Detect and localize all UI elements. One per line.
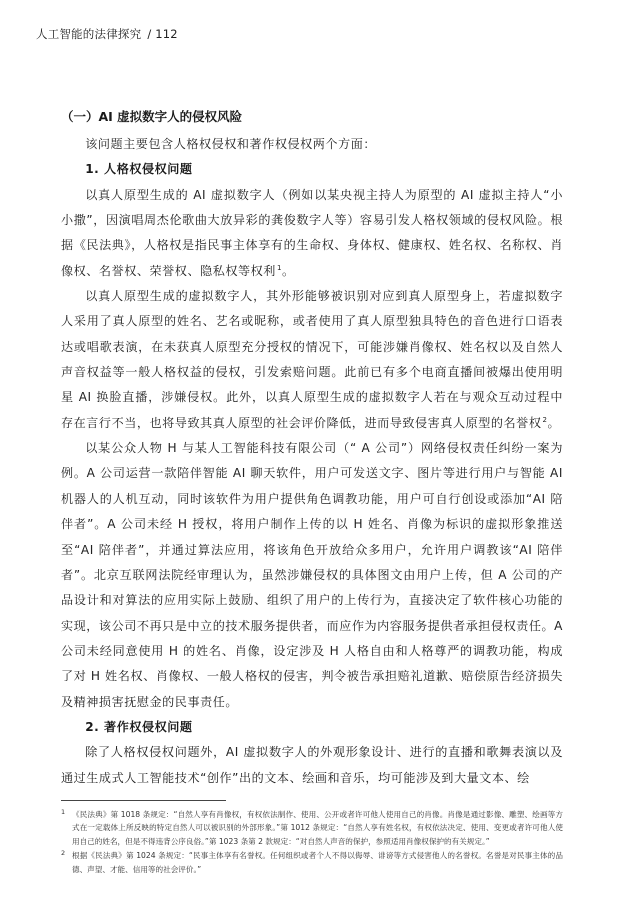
- paragraph: 以真人原型生成的 AI 虚拟数字人（例如以某央视主持人为原型的 AI 虚拟主持人“小小撒”，因演唱周杰伦歌曲大放异彩的龚俊数字人等）容易引发人格权领域的侵权风险。根据《民法典》，人格权是指民事主体享有的生命权、身体权、健康权、姓名权、名称权、肖像权、名誉权、荣誉权、隐私权等权利$^1$。: [61, 187, 563, 278]
- footnote-number: 2: [61, 849, 66, 858]
- subsection-heading-personality: 1. 人格权侵权问题: [85, 162, 193, 177]
- footnote-text: 根据《民法典》第 1024 条规定：“民事主体享有名誉权。任何组织或者个人不得以侮辱、诽谤等方式侵害他人的名誉权。名誉是对民事主体的品德、声望、才能、信用等的社会评价。”: [72, 851, 563, 874]
- footnote-ref: 2: [542, 415, 548, 424]
- book-title: 人工智能的法律探究: [36, 27, 142, 41]
- running-header: [36, 26, 178, 42]
- section-intro: 该问题主要包含人格权侵权和著作权侵权两个方面：: [85, 137, 376, 151]
- footnote: [61, 849, 563, 876]
- footnote-number: 1: [61, 808, 66, 816]
- footnote-text: 《民法典》第 1018 条规定：“自然人享有肖像权，有权依法制作、使用、公开或者许可他人使用自己的肖像。肖像是通过影像、雕塑、绘画等方式在一定载体上所反映的特定自然人可以被识别的外部形象。”第 1012 条规定：“自然人享有姓名权，有权依法决定、使用、变更或者许可他人使用自己的姓名，但是不得违背公序良俗。”第 1023 条第 2 款规定：“对自然人声音的保护，参照适用肖像权保护的有关规定。”: [72, 810, 563, 846]
- subsection-heading-copyright: 2. 著作权侵权问题: [85, 719, 193, 734]
- footnotes: [61, 808, 563, 877]
- paragraph: 除了人格权侵权问题外，AI 虚拟数字人的外观形象设计、进行的直播和歌舞表演以及通过生成式人工智能技术“创作”出的文本、绘画和音乐，均可能涉及到大量文本、绘: [61, 745, 563, 785]
- footnote-divider: [61, 800, 226, 801]
- paragraph: 以真人原型生成的虚拟数字人，其外形能够被识别对应到真人原型身上，若虚拟数字人采用了真人原型的姓名、艺名或昵称，或者使用了真人原型独具特色的音色进行口语表达或唱歌表演，在未获真人原型充分授权的情况下，可能涉嫌肖像权、姓名权以及自然人声音权益等一般人格权益的侵权，引发索赔问题。此前已有多个电商直播间被爆出使用明星 AI 换脸直播，涉嫌侵权。此外，以真人原型生成的虚拟数字人若在与观众互动过程中存在言行不当，也将导致其真人原型的社会评价降低，进而导致侵害真人原型的名誉权$^2$。: [61, 289, 563, 430]
- body-text: [61, 132, 563, 791]
- section-title: （一）AI 虚拟数字人的侵权风险: [61, 109, 243, 124]
- paragraph: 以某公众人物 H 与某人工智能科技有限公司（“ A 公司”）网络侵权责任纠纷一案为例。A 公司运营一款陪伴智能 AI 聊天软件，用户可发送文字、图片等进行用户与智能 AI 机器人的人机互动，同时该软件为用户提供角色调教功能，用户可自行创设或添加“AI 陪伴者”。A 公司未经 H 授权，将用户制作上传的以 H 姓名、肖像为标识的虚拟形象推送至“AI 陪伴者”，并通过算法应用，将该角色开放给众多用户，允许用户调教该“AI 陪伴者”。北京互联网法院经审理认为，虽然涉嫌侵权的具体图文由用户上传，但 A 公司的产品设计和对算法的应用实际上鼓励、组织了用户的上传行为，直接决定了软件核心功能的实现，该公司不再只是中立的技术服务提供者，而应作为内容服务提供者承担侵权责任。A 公司未经同意使用 H 的姓名、肖像，设定涉及 H 人格自由和人格尊严的调教功能，构成了对 H 姓名权、肖像权、一般人格权的侵害，判令被告承担赔礼道歉、赔偿原告经济损失及精神损害抚慰金的民事责任。: [61, 441, 563, 709]
- footnote-ref: 1: [276, 263, 282, 272]
- footnote: [61, 808, 563, 848]
- page-number: / 112: [147, 27, 178, 41]
